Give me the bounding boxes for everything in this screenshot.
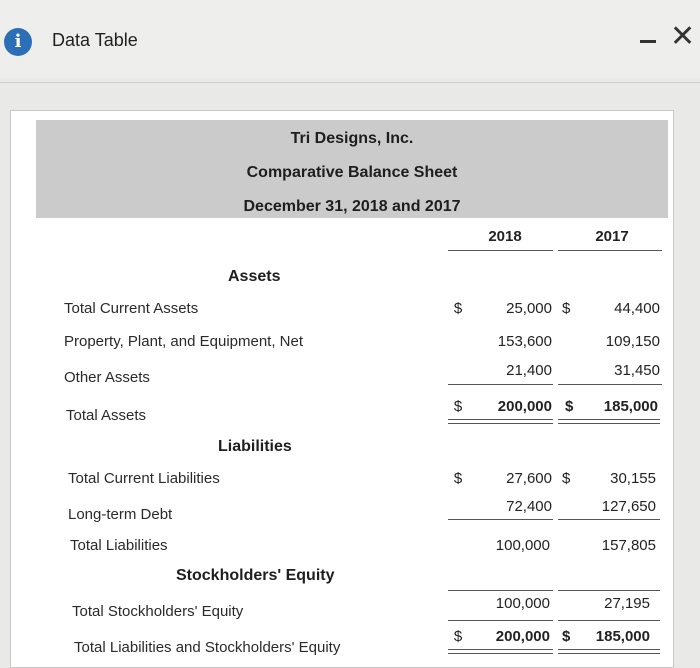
value-2017: 157,805 (601, 537, 656, 554)
value-2017: 27,195 (604, 595, 650, 612)
window-title: Data Table (52, 30, 138, 50)
dollar-sign: $ (565, 398, 574, 415)
value-2018: 100,000 (495, 537, 550, 554)
statement-title: Comparative Balance Sheet (246, 164, 458, 181)
title-bar (0, 0, 700, 78)
minimize-icon[interactable] (640, 40, 656, 43)
subtotal-rule (448, 590, 553, 591)
section-assets: Assets (228, 268, 281, 285)
value-2017: 185,000 (595, 628, 650, 645)
value-2017: 30,155 (610, 470, 656, 487)
subtotal-rule (558, 384, 662, 385)
row-label: Other Assets (64, 369, 150, 386)
value-2017: 109,150 (605, 333, 660, 350)
total-double-rule (558, 419, 660, 424)
dollar-sign: $ (453, 398, 463, 415)
value-2018: 200,000 (497, 398, 552, 415)
value-2018: 27,600 (506, 470, 552, 487)
dollar-sign: $ (562, 628, 571, 645)
value-2017: 31,450 (614, 362, 660, 379)
subtotal-rule (448, 519, 553, 520)
row-label: Total Liabilities (70, 537, 168, 554)
value-2018: 100,000 (495, 595, 550, 612)
value-2018: 21,400 (506, 362, 552, 379)
subtotal-rule (448, 620, 553, 621)
value-2017: 44,400 (614, 300, 660, 317)
section-liabilities: Liabilities (218, 438, 292, 455)
dollar-sign: $ (453, 300, 463, 317)
dollar-sign: $ (453, 628, 463, 645)
row-label: Long-term Debt (68, 506, 173, 523)
statement-date: December 31, 2018 and 2017 (243, 198, 461, 215)
column-2017: 2017 (595, 228, 629, 245)
row-label: Total Stockholders' Equity (72, 603, 244, 620)
subtotal-rule (448, 384, 553, 385)
dollar-sign: $ (453, 470, 463, 487)
column-rule (448, 250, 553, 251)
row-label: Property, Plant, and Equipment, Net (64, 333, 304, 350)
dollar-sign: $ (562, 470, 571, 487)
company-name: Tri Designs, Inc. (290, 130, 414, 147)
total-double-rule (448, 419, 553, 424)
subtotal-rule (558, 590, 660, 591)
subtotal-rule (558, 519, 660, 520)
section-stockholders-equity: Stockholders' Equity (176, 567, 335, 584)
total-double-rule (448, 649, 553, 654)
value-2018: 200,000 (495, 628, 550, 645)
close-icon[interactable]: ✕ (670, 19, 696, 54)
row-label: Total Current Liabilities (68, 470, 220, 487)
value-2018: 25,000 (506, 300, 552, 317)
value-2018: 153,600 (497, 333, 552, 350)
info-icon: i (4, 28, 32, 56)
subtotal-rule (558, 620, 660, 621)
column-rule (558, 250, 662, 251)
value-2017: 185,000 (603, 398, 658, 415)
divider (0, 82, 700, 83)
row-label: Total Assets (66, 407, 147, 424)
column-2018: 2018 (488, 228, 522, 245)
row-label: Total Liabilities and Stockholders' Equity (74, 639, 341, 656)
value-2017: 127,650 (601, 498, 656, 515)
row-label: Total Current Assets (64, 300, 199, 317)
dollar-sign: $ (562, 300, 571, 317)
total-double-rule (558, 649, 660, 654)
value-2018: 72,400 (506, 498, 552, 515)
